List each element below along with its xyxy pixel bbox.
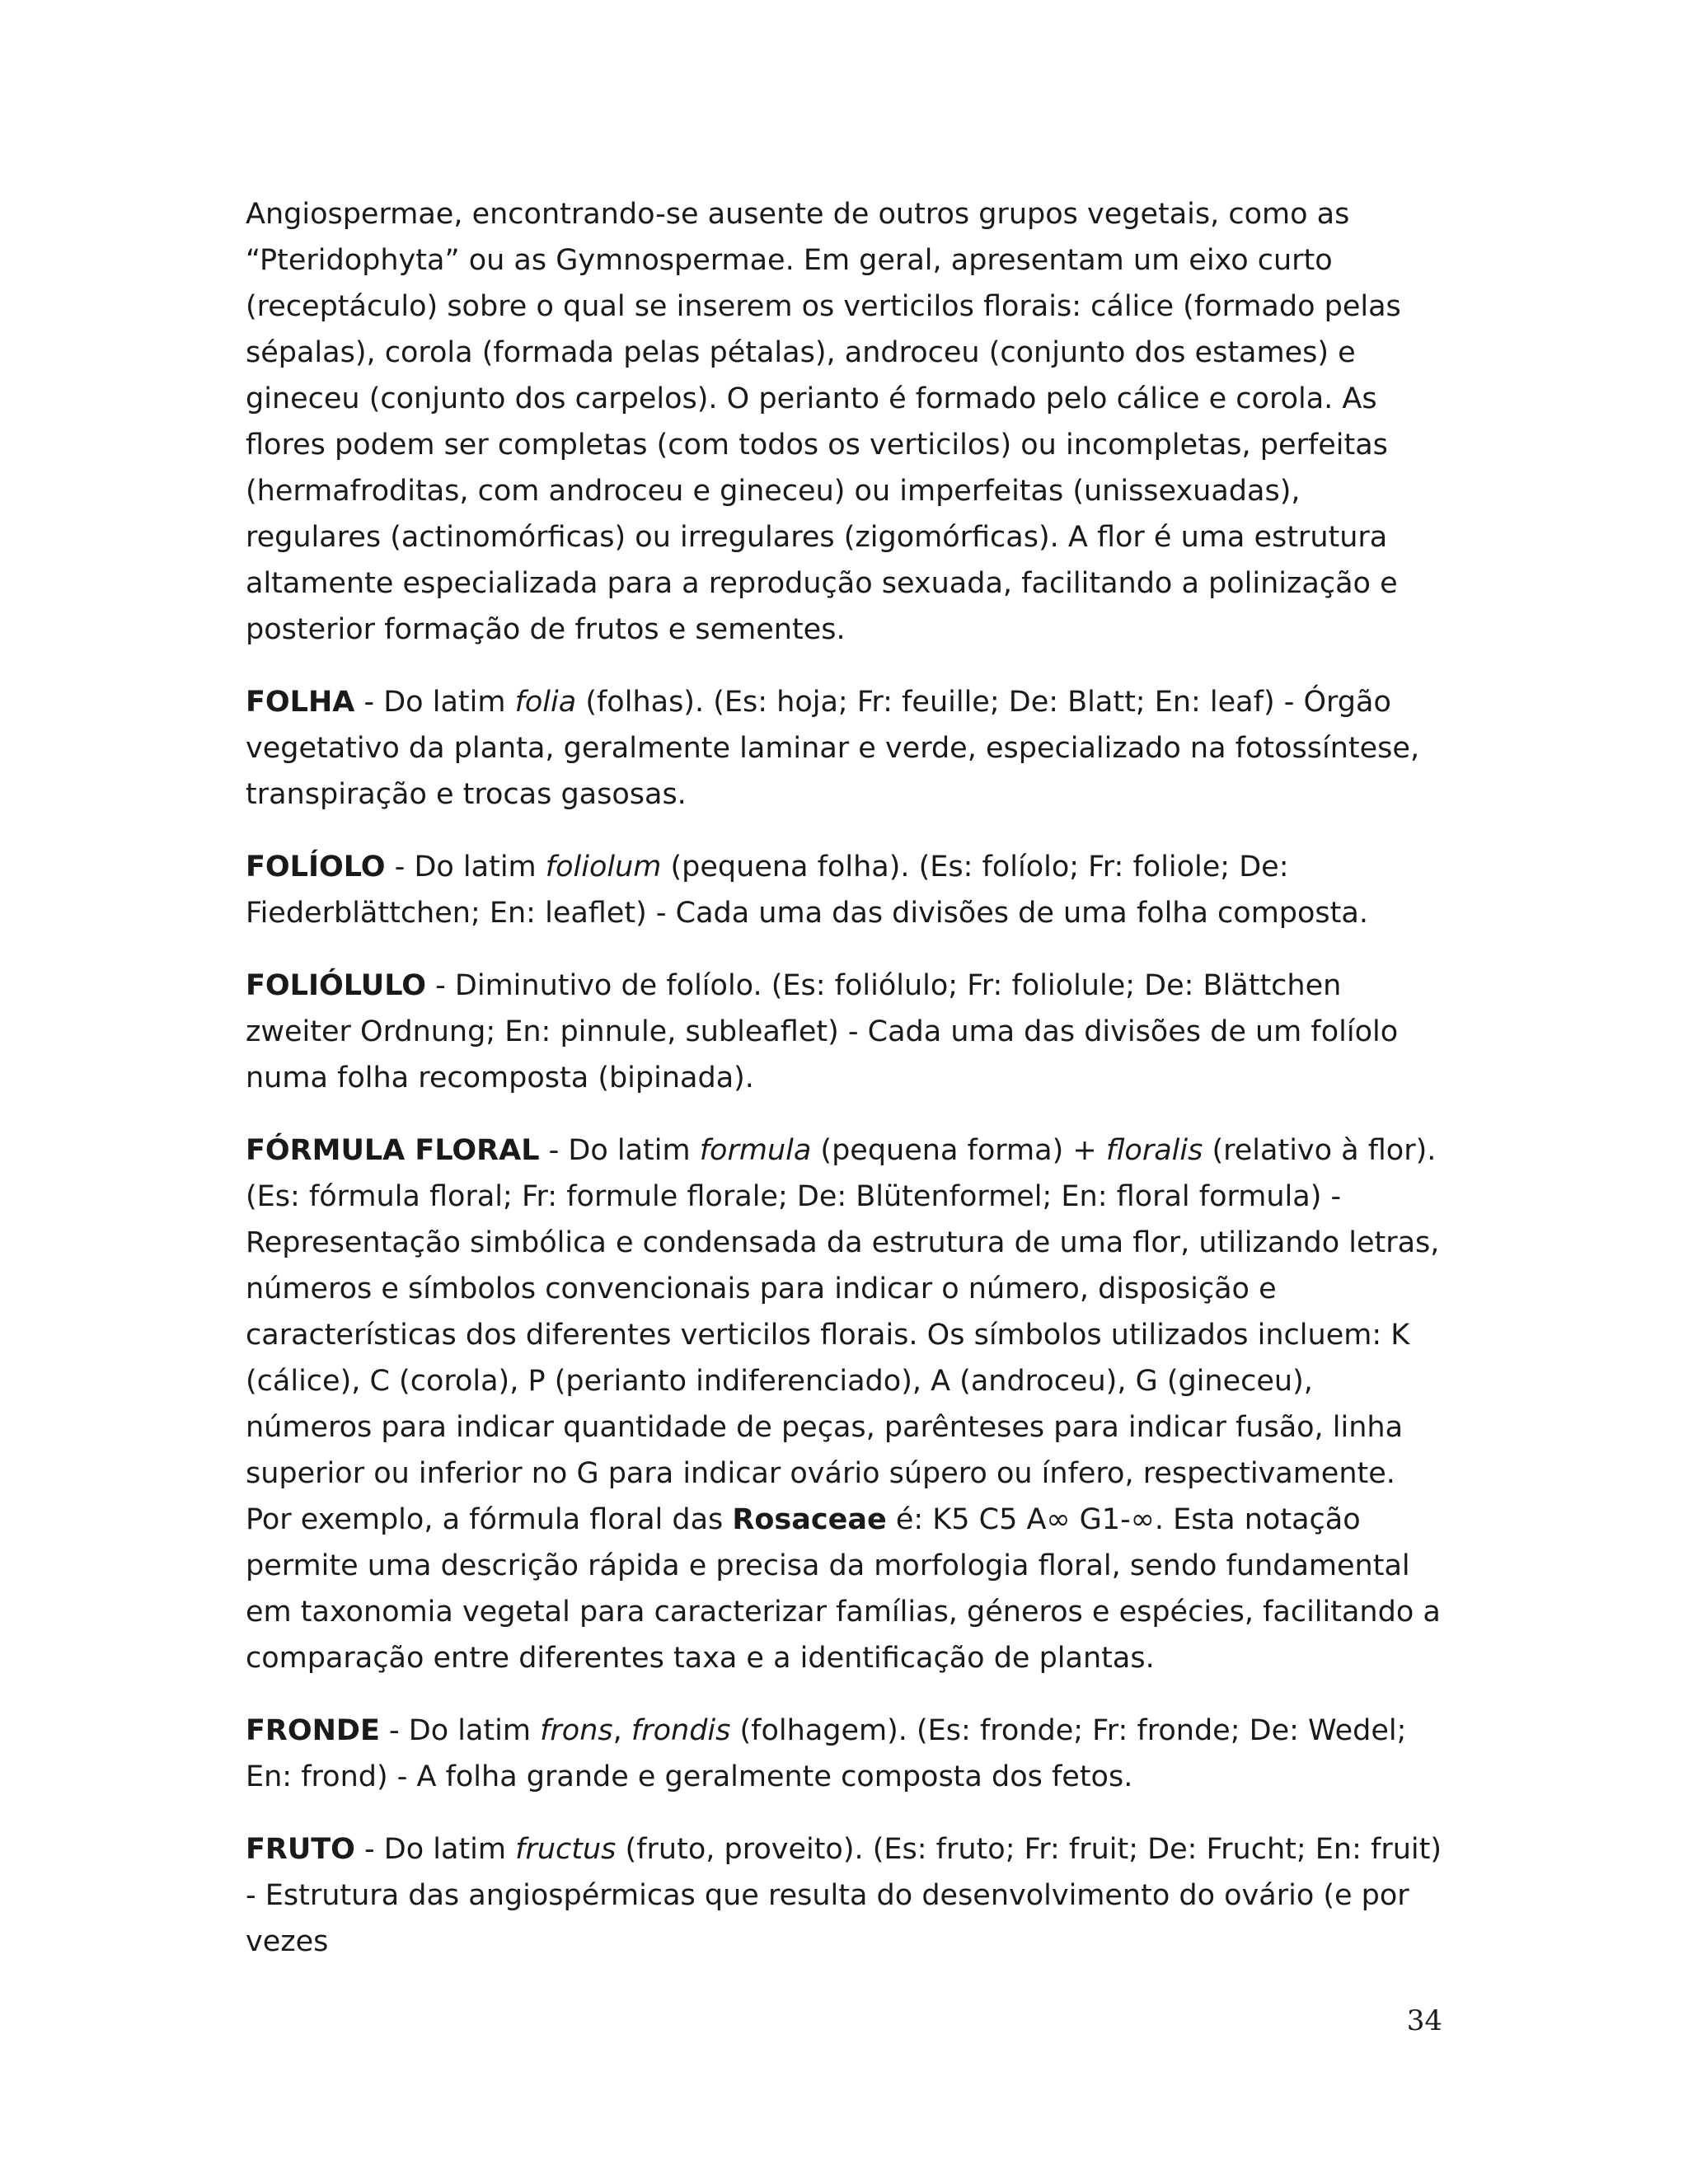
entry-term: FRONDE — [246, 1714, 380, 1747]
entry-foliolulo: FOLIÓLULO - Diminutivo de folíolo. (Es: foliólulo; Fr: foliolule; De: Blättchen zweiter Ordnung; En: pinnule, subleaflet) - Cada uma das divisões de um folíolo numa folha recomposta (bipinada). — [246, 969, 1399, 1094]
entry-fronde: FRONDE - Do latim frons, frondis (folhagem). (Es: fronde; Fr: fronde; De: Wedel; En: frond) - A folha grande e geralmente composta dos fetos. — [246, 1714, 1407, 1793]
entry-term: FRUTO — [246, 1833, 355, 1866]
entry-fruto: FRUTO - Do latim fructus (fruto, proveito). (Es: fruto; Fr: fruit; De: Frucht; En: fruit) - Estrutura das angiospérmicas que resulta do desenvolvimento do ovário (e por vezes — [246, 1833, 1442, 1958]
entry-folha: FOLHA - Do latim folia (folhas). (Es: hoja; Fr: feuille; De: Blatt; En: leaf) - Órgão vegetativo da planta, geralmente laminar e verde, especializado na fotossíntese, transpiração e trocas gasosas. — [246, 686, 1420, 811]
family-name: Rosaceae — [732, 1503, 887, 1536]
latin-word: frons — [540, 1714, 613, 1747]
latin-word: frondis — [631, 1714, 731, 1747]
entry-formula-floral: FÓRMULA FLORAL - Do latim formula (pequena forma) + floralis (relativo à flor). (Es: fórmula floral; Fr: formule florale; De: Blütenformel; En: floral formula) - Representação simbólica e condensada da estrutura de uma flor, utilizando letras, números e símbolos convencionais para indicar o número, disposição e características dos diferentes verticilos florais. Os símbolos utilizados incluem: K (cálice), C (corola), P (perianto indiferenciado), A (androceu), G (gineceu), números para indicar quantidade de peças, parênteses para indicar fusão, linha superior ou inferior no G para indicar ovário súpero ou ínfero, respectivamente. Por exemplo, a fórmula floral das Rosaceae é: K5 C5 A∞ G1-∞. Esta notação permite uma descrição rápida e precisa da morfologia floral, sendo fundamental em taxonomia vegetal para caracterizar famílias, géneros e espécies, facilitando a comparação entre diferentes taxa e a identificação de plantas. — [246, 1134, 1441, 1675]
latin-word: floralis — [1105, 1134, 1203, 1167]
continuation-paragraph: Angiospermae, encontrando-se ausente de outros grupos vegetais, como as “Pteridophyta” ou as Gymnospermae. Em geral, apresentam um eixo curto (receptáculo) sobre o qual se inserem os verticilos florais: cálice (formado pelas sépalas), corola (formada pelas pétalas), androceu (conjunto dos estames) e gineceu (conjunto dos carpelos). O perianto é formado pelo cálice e corola. As flores podem ser completas (com todos os verticilos) ou incompletas, perfeitas (hermafroditas, com androceu e gineceu) ou imperfeitas (unissexuadas), regulares (actinomórficas) ou irregulares (zigomórficas). A flor é uma estrutura altamente especializada para a reprodução sexuada, facilitando a polinização e posterior formação de frutos e sementes. — [246, 198, 1401, 646]
entry-foliolo: FOLÍOLO - Do latim foliolum (pequena folha). (Es: folíolo; Fr: foliole; De: Fiederblättchen; En: leaflet) - Cada uma das divisões de uma folha composta. — [246, 851, 1368, 930]
document-body — [246, 191, 1442, 1991]
entry-term: FOLIÓLULO — [246, 969, 427, 1002]
page-number: 34 — [1406, 2004, 1442, 2037]
latin-word: folia — [514, 686, 577, 719]
entry-term: FOLÍOLO — [246, 851, 386, 883]
entry-term: FÓRMULA FLORAL — [246, 1134, 540, 1167]
latin-word: foliolum — [545, 851, 662, 883]
latin-word: formula — [699, 1134, 812, 1167]
latin-word: fructus — [515, 1833, 617, 1866]
entry-term: FOLHA — [246, 686, 355, 719]
